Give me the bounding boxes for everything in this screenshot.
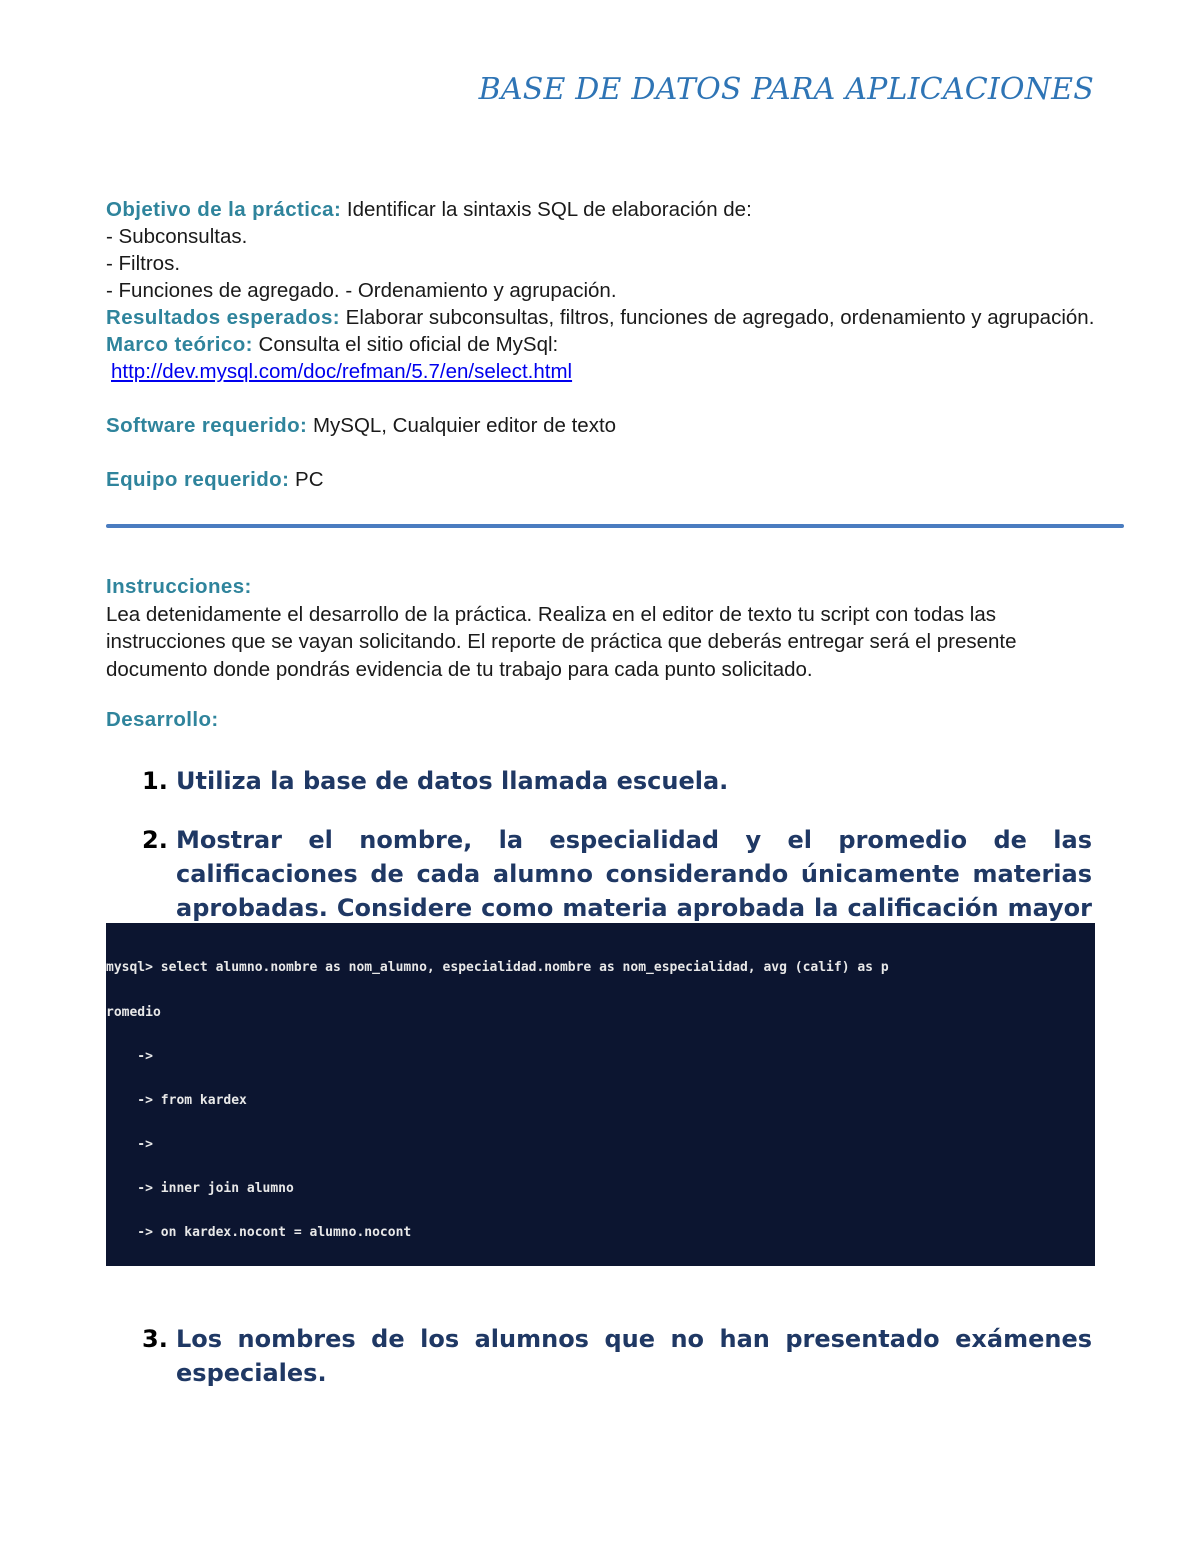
- console-line: -> on kardex.nocont = alumno.nocont: [106, 1224, 412, 1240]
- equipo-text: PC: [289, 468, 324, 491]
- step-1-text: Utiliza la base de datos llamada escuela.: [176, 767, 729, 795]
- mysql-docs-link[interactable]: http://dev.mysql.com/doc/refman/5.7/en/select.html: [111, 360, 573, 383]
- objetivo-item-funciones: - Funciones de agregado. - Ordenamiento y agrupación.: [106, 279, 617, 302]
- section-divider: [106, 524, 1124, 528]
- objetivo-label: Objetivo de la práctica:: [106, 198, 342, 221]
- marco-line: [106, 331, 1096, 358]
- software-line: [106, 412, 1096, 439]
- console-line: -> inner join alumno: [106, 1180, 294, 1196]
- step-3: [142, 1322, 1092, 1390]
- objetivo-text: Identificar la sintaxis SQL de elaboración de:: [341, 198, 752, 221]
- objetivo-line: [106, 196, 1096, 223]
- marco-link-line: [106, 358, 1096, 385]
- console-line: -> from kardex: [106, 1092, 247, 1108]
- step-1: [142, 764, 1092, 798]
- console-line: ->: [106, 1048, 153, 1064]
- mysql-console-screenshot: [106, 923, 1095, 1266]
- objetivo-item-subconsultas: - Subconsultas.: [106, 225, 248, 248]
- resultados-line: [106, 304, 1096, 331]
- console-line: mysql> select alumno.nombre as nom_alumno, especialidad.nombre as nom_especialidad, avg (calif) as p: [106, 960, 889, 976]
- equipo-label: Equipo requerido:: [106, 468, 290, 491]
- marco-label: Marco teórico:: [106, 333, 253, 356]
- console-line: romedio: [106, 1004, 161, 1020]
- step-2: [142, 823, 1092, 925]
- step-3-number: 3.: [142, 1325, 168, 1353]
- resultados-text: Elaborar subconsultas, filtros, funciones de agregado, ordenamiento y agrupación.: [339, 306, 1095, 329]
- step-1-number: 1.: [142, 767, 168, 795]
- instrucciones-label: Instrucciones:: [106, 575, 252, 598]
- software-label: Software requerido:: [106, 414, 308, 437]
- step-2-text: Mostrar el nombre, la especialidad y el promedio de las calificaciones de cada alumno considerando únicamente materias aprobadas. Considere como materia aprobada la calificación mayor: [176, 826, 1092, 922]
- resultados-label: Resultados esperados:: [106, 306, 340, 329]
- step-2-number: 2.: [142, 826, 168, 854]
- document-header-title: BASE DE DATOS PARA APLICACIONES: [478, 72, 1094, 107]
- software-text: MySQL, Cualquier editor de texto: [307, 414, 617, 437]
- console-line: ->: [106, 1136, 153, 1152]
- instrucciones-section: [106, 573, 1096, 683]
- practice-info: [106, 196, 1096, 493]
- equipo-line: [106, 466, 1096, 493]
- step-3-text: Los nombres de los alumnos que no han presentado exámenes especiales.: [176, 1325, 1092, 1387]
- instrucciones-text: Lea detenidamente el desarrollo de la práctica. Realiza en el editor de texto tu script con todas las instrucciones que se vayan solicitando. El reporte de práctica que deberás entregar será el presente documento donde pondrás evidencia de tu trabajo para cada punto solicitado.: [106, 602, 1017, 681]
- objetivo-item-filtros: - Filtros.: [106, 252, 181, 275]
- marco-text: Consulta el sitio oficial de MySql:: [252, 333, 559, 356]
- desarrollo-label: Desarrollo:: [106, 708, 219, 731]
